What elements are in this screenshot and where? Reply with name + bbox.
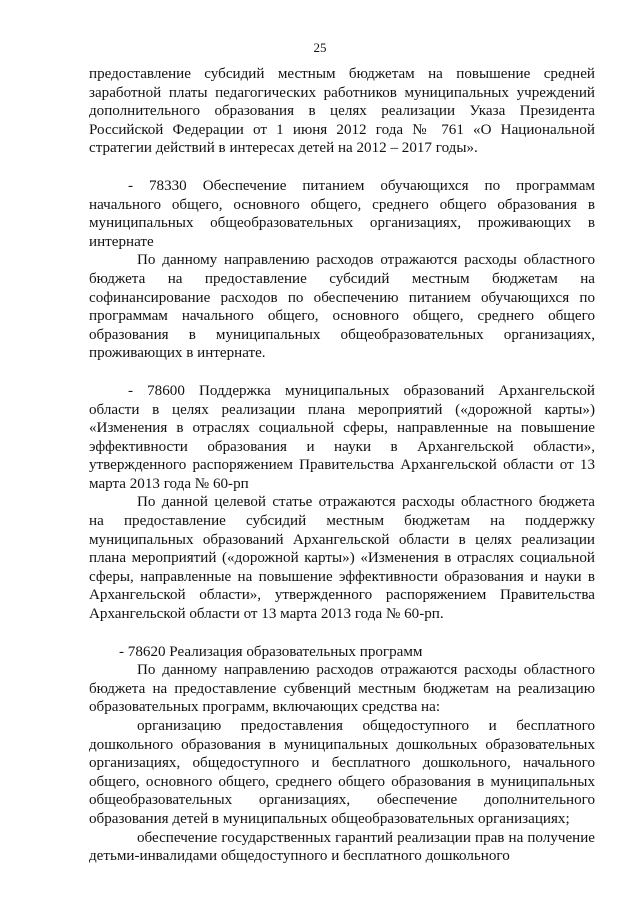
spacer: [89, 158, 595, 177]
document-body: [89, 65, 595, 866]
list-item-disabled-children: обеспечение государственных гарантий реализации прав на получение детьми-инвалидами общедоступного и бесплатного дошкольного: [89, 829, 595, 865]
paragraph-78330: По данному направлению расходов отражаются расходы областного бюджета на предоставление субсидий местным бюджетам на софинансирование расходов по обеспечению питанием обучающихся по программам начального общего, основного общего, среднего общего образования в муниципальных общеобразовательных организациях, проживающих в интернате.: [89, 252, 595, 362]
paragraph-subsidy-end: предоставление субсидий местным бюджетам на повышение средней заработной платы педагогических работников муниципальных учреждений дополнительного образования в целях реализации Указа Президента Российской Федерации от 1 июня 2012 года № 761 «О Национальной стратегии действий в интересах детей на 2012 – 2017 годы».: [89, 66, 595, 157]
list-item-preschool: организацию предоставления общедоступного и бесплатного дошкольного образования в муниципальных дошкольных образовательных организациях, общедоступного и бесплатного дошкольного, начального общего, основного общего, среднего общего образования в муниципальных общеобразовательных организациях, обеспечение дополнительного образования детей в муниципальных общеобразовательных организациях;: [89, 718, 595, 827]
paragraph-78600: По данной целевой статье отражаются расходы областного бюджета на предоставление субсидий местным бюджетам на поддержку муниципальных образований Архангельской области в целях реализации плана мероприятий («дорожной карты») «Изменения в отраслях социальной сферы, направленные на повышение эффективности образования и науки в Архангельской области», утвержденного распоряжением Правительства Архангельской области от 13 марта 2013 года № 60-рп.: [89, 494, 595, 623]
section-heading-78330: - 78330 Обеспечение питанием обучающихся по программам начального общего, основного общего, среднего общего образования в муниципальных общеобразовательных организациях, проживающих в интернате: [89, 177, 595, 250]
section-heading-78620: - 78620 Реализация образовательных программ: [119, 643, 423, 660]
paragraph-78620: По данному направлению расходов отражаются расходы областного бюджета на предоставление субвенций местным бюджетам на реализацию образовательных программ, включающих средства на:: [89, 662, 595, 716]
section-heading-78600: - 78600 Поддержка муниципальных образований Архангельской области в целях реализации плана мероприятий («дорожной карты») «Изменения в отраслях социальной сферы, направленные на повышение эффективности образования и науки в Архангельской области», утвержденного распоряжением Правительства Архангельской области от 13 марта 2013 года № 60-рп: [89, 382, 595, 492]
spacer: [89, 624, 595, 643]
spacer: [89, 363, 595, 382]
page-number: 25: [313, 40, 327, 55]
